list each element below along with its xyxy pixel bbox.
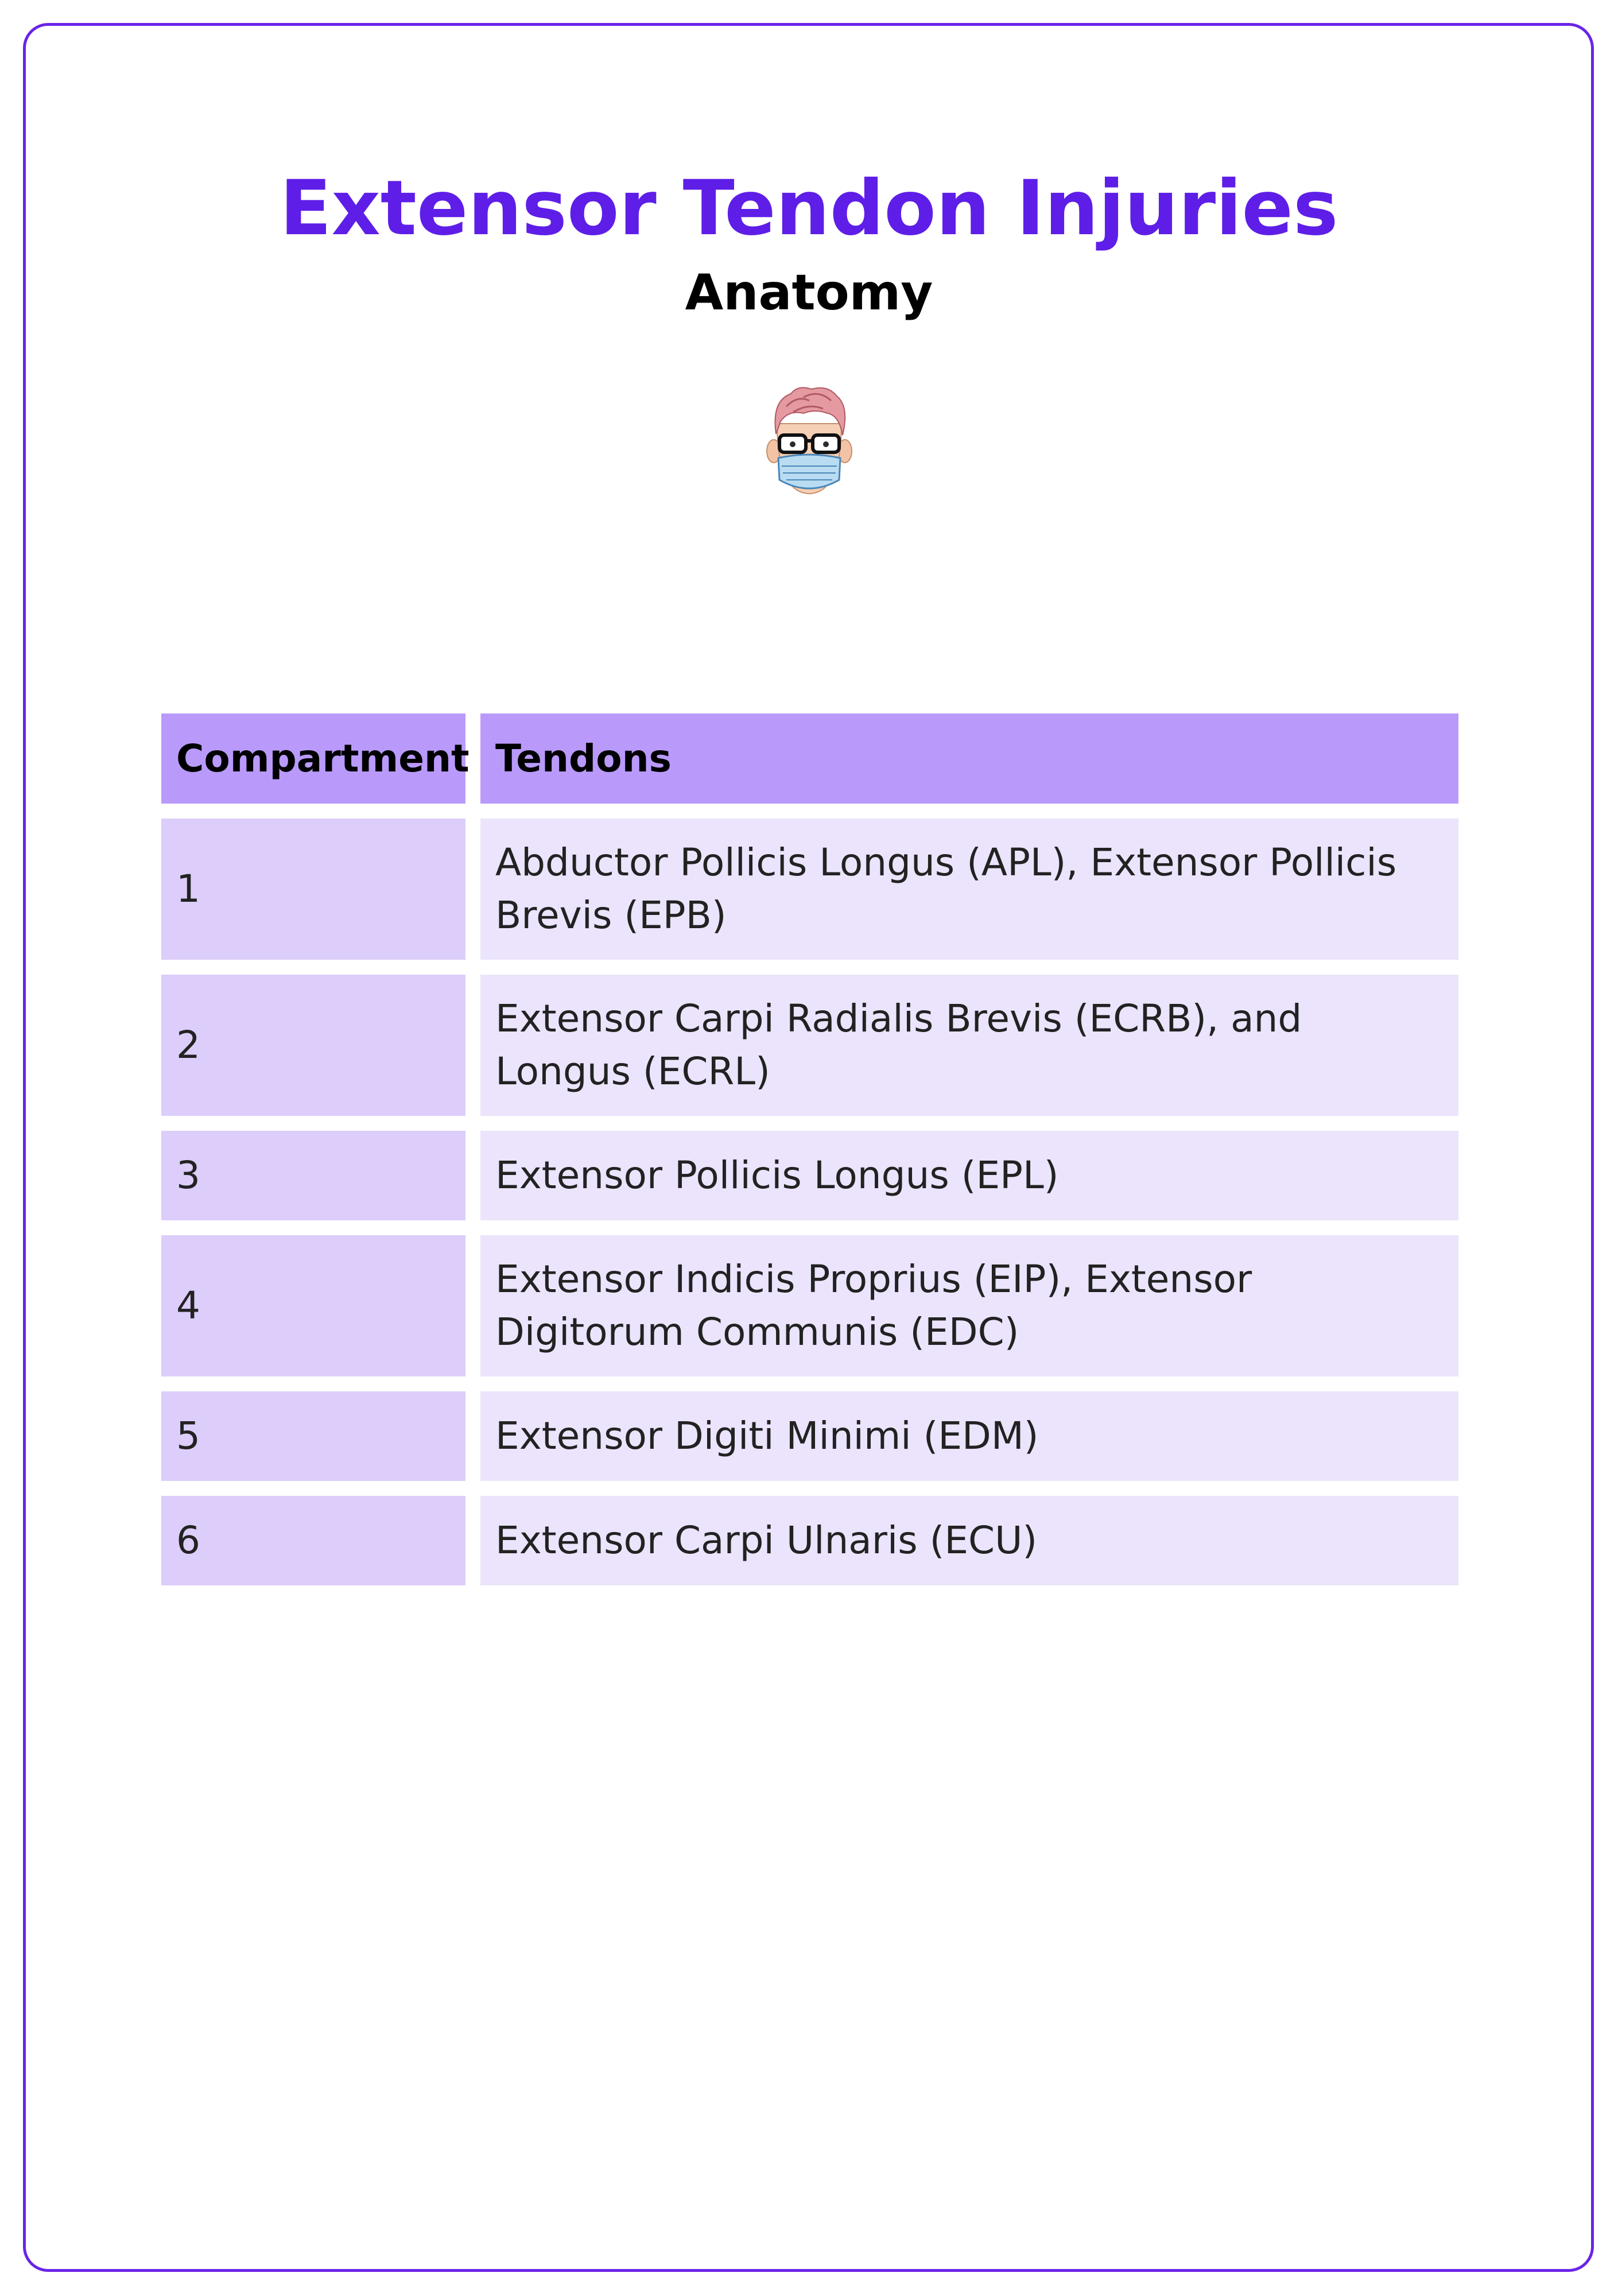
compartments-table bbox=[161, 713, 1458, 1600]
tendons-cell: Extensor Digiti Minimi (EDM) bbox=[480, 1391, 1458, 1481]
table-row bbox=[161, 975, 1458, 1116]
header-compartment: Compartment bbox=[161, 713, 465, 804]
table-row bbox=[161, 1496, 1458, 1585]
table-row bbox=[161, 1131, 1458, 1220]
tendons-cell: Abductor Pollicis Longus (APL), Extensor Pollicis Brevis (EPB) bbox=[480, 819, 1458, 960]
compartment-cell: 6 bbox=[161, 1496, 465, 1585]
header-tendons: Tendons bbox=[480, 713, 1458, 804]
compartment-cell: 5 bbox=[161, 1391, 465, 1481]
compartment-cell: 3 bbox=[161, 1131, 465, 1220]
tendons-cell: Extensor Carpi Radialis Brevis (ECRB), and Longus (ECRL) bbox=[480, 975, 1458, 1116]
tendons-cell: Extensor Carpi Ulnaris (ECU) bbox=[480, 1496, 1458, 1585]
tendons-cell: Extensor Pollicis Longus (EPL) bbox=[480, 1131, 1458, 1220]
table-row bbox=[161, 819, 1458, 960]
page-subtitle: Anatomy bbox=[685, 264, 933, 321]
compartment-cell: 4 bbox=[161, 1235, 465, 1376]
table-row bbox=[161, 1235, 1458, 1376]
compartment-cell: 1 bbox=[161, 819, 465, 960]
table-row bbox=[161, 1391, 1458, 1481]
table-header-row bbox=[161, 713, 1458, 804]
page-title: Extensor Tendon Injuries bbox=[280, 164, 1338, 253]
tendons-cell: Extensor Indicis Proprius (EIP), Extensor Digitorum Communis (EDC) bbox=[480, 1235, 1458, 1376]
doctor-avatar-icon bbox=[763, 383, 855, 498]
compartment-cell: 2 bbox=[161, 975, 465, 1116]
